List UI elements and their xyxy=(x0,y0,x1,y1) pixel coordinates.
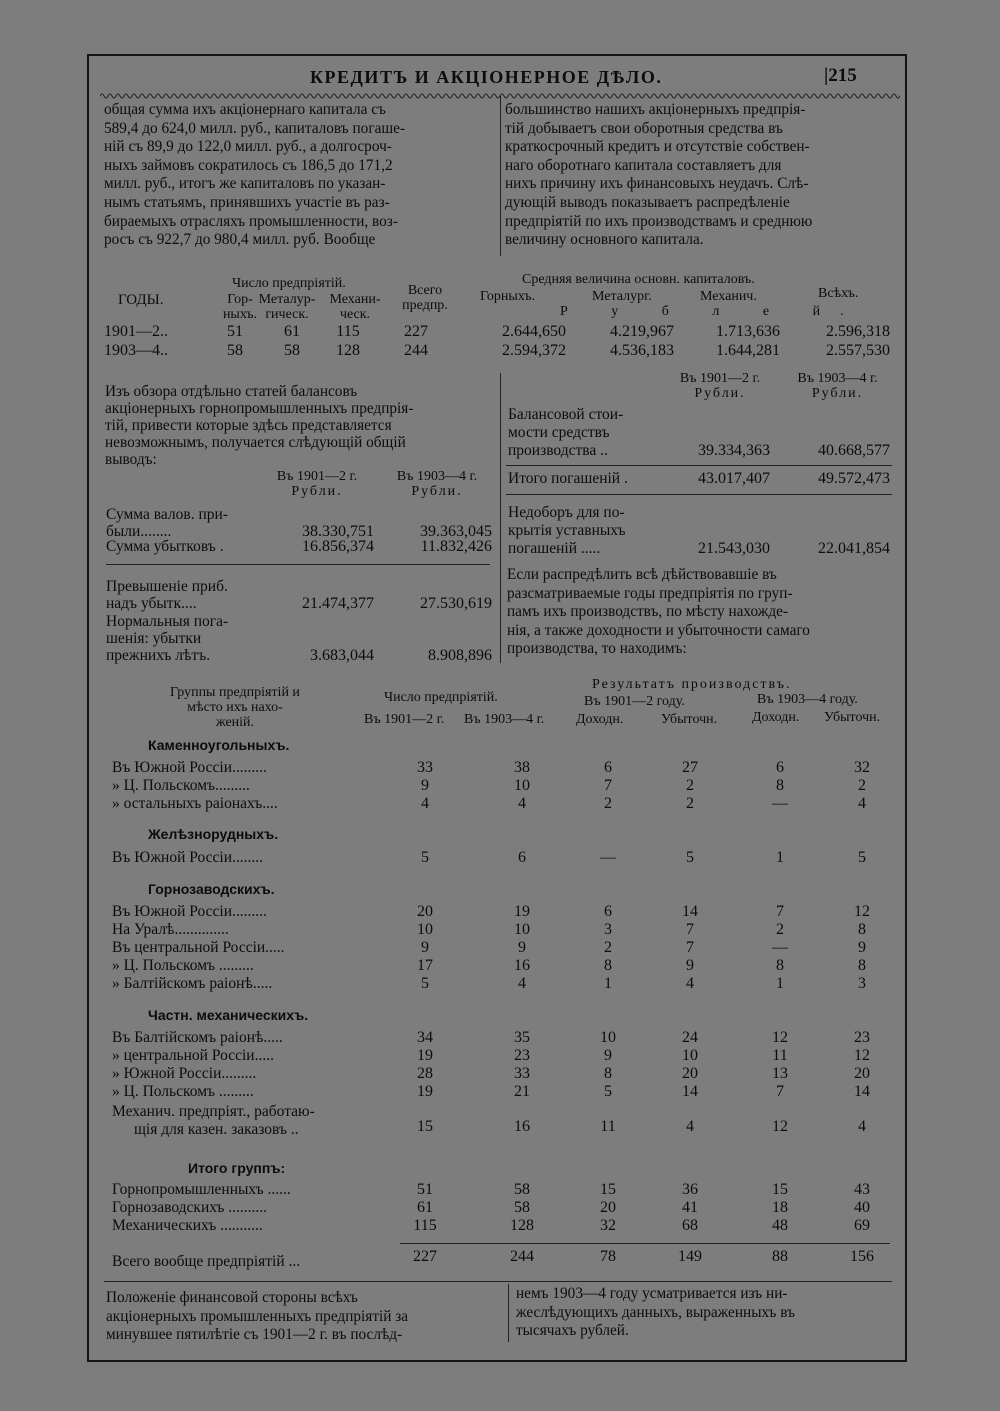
header-rub: Р у б л е й. xyxy=(560,304,864,319)
t2-label: надъ убытк.... xyxy=(106,595,197,612)
t4-row-label: Въ Южной Россіи......... xyxy=(112,759,267,776)
t4-header-doh1: Доходн. xyxy=(576,712,624,727)
t4-row-value: 9 xyxy=(604,1047,612,1064)
t4-row-value: 7 xyxy=(604,777,612,794)
bottom-left-text xyxy=(106,1289,408,1345)
t4-row-value: — xyxy=(772,939,788,956)
t4-total-row-value: 68 xyxy=(682,1217,698,1234)
t3-label: Балансовой стои- xyxy=(508,406,624,423)
t4-row-value: 9 xyxy=(421,939,429,956)
t4-row-value: 2 xyxy=(858,777,866,794)
right-col-line: наго оборотнаго капитала составляетъ для xyxy=(505,156,782,174)
t4-row-value: 4 xyxy=(518,795,526,812)
t1-cell-f: 4.536,183 xyxy=(610,342,674,359)
t4-row-value: 7 xyxy=(776,1083,784,1100)
t1-cell-g: 1.713,636 xyxy=(716,323,780,340)
mid-left-line: Изъ обзора отдѣльно статей балансовъ xyxy=(105,383,358,400)
bottom-rule xyxy=(104,1281,892,1282)
left-col-line: росъ съ 922,7 до 980,4 милл. руб. Вообще xyxy=(104,231,376,249)
t4-row-value: 6 xyxy=(604,903,612,920)
t4-row-value: 21 xyxy=(514,1083,530,1100)
t2-header-1901: Въ 1901—2 г. Рубли. xyxy=(276,469,358,499)
t4-row-value: 5 xyxy=(604,1083,612,1100)
mid-right-text xyxy=(507,566,810,659)
t4-row-label: » Южной Россіи......... xyxy=(112,1065,257,1082)
t4-row-value: 5 xyxy=(421,975,429,992)
t2-value-1903: 11.832,426 xyxy=(420,538,492,555)
right-col-line: большинство нашихъ акціонерныхъ предпрія- xyxy=(505,101,806,118)
t4-total-row-value: 51 xyxy=(417,1181,433,1198)
t2-value-1901: 16.856,374 xyxy=(302,538,374,555)
t4-total-rule xyxy=(400,1243,890,1244)
t4-row-value: 5 xyxy=(858,849,866,866)
t4-grand-label: Всего вообще предпріятій ... xyxy=(112,1253,301,1270)
bottom-left-line: минувшее пятилѣтіе съ 1901—2 г. въ послѣд- xyxy=(106,1326,403,1344)
t4-row-value: 2 xyxy=(604,795,612,812)
t4-header-ub2: Убыточн. xyxy=(824,710,881,725)
t4-row-value: 16 xyxy=(514,957,530,974)
t4-row-value: 13 xyxy=(772,1065,788,1082)
t4-row-value: 2 xyxy=(776,921,784,938)
t4-row-value: 8 xyxy=(858,957,866,974)
t4-row-value: 8 xyxy=(776,777,784,794)
t4-row-value: 33 xyxy=(417,759,433,776)
t4-row-value: 8 xyxy=(858,921,866,938)
t4-row-value: 4 xyxy=(421,795,429,812)
t3-header-1903: Въ 1903—4 г. Рубли. xyxy=(797,371,878,401)
t4-row-value: 8 xyxy=(604,957,612,974)
t4-row-value: 20 xyxy=(854,1065,870,1082)
t3-value-1903: 49.572,473 xyxy=(818,470,890,487)
t4-total-row-label: Механическихъ ........... xyxy=(112,1217,263,1234)
t2-label: прежнихъ лѣтъ. xyxy=(106,647,211,664)
t3-label: Недоборъ для по- xyxy=(508,504,625,521)
t4-row-value: 4 xyxy=(518,975,526,992)
t1-cell-y: 1903—4.. xyxy=(104,342,168,359)
t4-special-value: 16 xyxy=(514,1118,530,1135)
t4-row-value: 1 xyxy=(776,975,784,992)
t4-total-row-value: 58 xyxy=(514,1181,530,1198)
t4-special-value: 12 xyxy=(772,1118,788,1135)
left-col-line: ній съ 89,9 до 122,0 милл. руб., а долгосроч- xyxy=(104,138,392,156)
t1-cell-h: 2.596,318 xyxy=(826,323,890,340)
t4-row-value: 11 xyxy=(772,1047,788,1064)
t4-row-value: 28 xyxy=(417,1065,433,1082)
t4-row-value: 33 xyxy=(514,1065,530,1082)
t4-total-row-value: 40 xyxy=(854,1199,870,1216)
t4-row-value: 34 xyxy=(417,1029,433,1046)
right-col-line: величину основного капитала. xyxy=(505,231,704,249)
t3-value-1903: 40.668,577 xyxy=(818,442,890,459)
t3-value-1901: 39.334,363 xyxy=(698,442,770,459)
t1-cell-a: 51 xyxy=(227,323,243,340)
t4-row-value: 5 xyxy=(686,849,694,866)
t4-row-value: 1 xyxy=(604,975,612,992)
t4-row-value: 8 xyxy=(604,1065,612,1082)
t2-header-1903: Въ 1903—4 г. Рубли. xyxy=(396,469,478,499)
t2-value-1901: 38.330,751 xyxy=(302,523,374,540)
t4-total-row-value: 58 xyxy=(514,1199,530,1216)
t2-value-1903: 8.908,896 xyxy=(428,647,492,664)
mid-left-line: акціонерныхъ горнопромышленныхъ предпрія- xyxy=(105,400,414,417)
left-column-text xyxy=(104,101,496,250)
t4-grand-value: 156 xyxy=(850,1248,874,1265)
t4-header-c1: Въ 1901—2 г. xyxy=(364,712,445,727)
t4-total-row-value: 69 xyxy=(854,1217,870,1234)
t4-grand-value: 149 xyxy=(678,1248,702,1265)
t3-label: погашеній ..... xyxy=(508,540,601,557)
t4-special-value: 11 xyxy=(600,1118,616,1135)
t3-value-1901: 43.017,407 xyxy=(698,470,770,487)
t4-row-value: 35 xyxy=(514,1029,530,1046)
t4-row-value: 9 xyxy=(858,939,866,956)
t1-cell-c: 128 xyxy=(336,342,360,359)
t3-value-1903: 22.041,854 xyxy=(818,540,890,557)
t2-label: Сумма валов. при- xyxy=(106,506,228,523)
t4-row-value: 4 xyxy=(686,975,694,992)
t3-label: крытія уставныхъ xyxy=(508,522,626,539)
t2-value-1903: 27.530,619 xyxy=(420,595,492,612)
t4-row-label: » Ц. Польскомъ ......... xyxy=(112,1083,254,1100)
t4-row-label: » Ц. Польскомъ ......... xyxy=(112,957,254,974)
header-avg: Средняя величина основн. капиталовъ. xyxy=(522,272,755,287)
left-col-line: общая сумма ихъ акціонернаго капитала съ xyxy=(104,101,386,118)
t4-row-value: 3 xyxy=(858,975,866,992)
t2-value-1903: 39.363,045 xyxy=(420,523,492,540)
t4-row-value: 10 xyxy=(417,921,433,938)
t4-header-doh2: Доходн. xyxy=(752,710,800,725)
t4-row-value: 7 xyxy=(686,939,694,956)
t4-row-value: 17 xyxy=(417,957,433,974)
t4-header-count: Число предпріятій. xyxy=(384,690,498,705)
column-divider-2 xyxy=(500,373,501,663)
t4-header-y2: Въ 1903—4 году. xyxy=(757,692,858,707)
t4-total-row-label: Горнопромышленныхъ ...... xyxy=(112,1181,291,1198)
t4-special-value: 4 xyxy=(686,1118,694,1135)
mid-right-line: нія, а также доходности и убыточности самаго xyxy=(507,621,810,639)
header-met: Металур- гическ. xyxy=(258,292,316,322)
t4-row-label: » Балтійскомъ раіонѣ..... xyxy=(112,975,273,992)
t4-row-value: 20 xyxy=(417,903,433,920)
t4-section-title: Горнозаводскихъ. xyxy=(148,881,275,897)
t4-total-row-value: 43 xyxy=(854,1181,870,1198)
t1-cell-e: 2.644,650 xyxy=(502,323,566,340)
t1-cell-f: 4.219,967 xyxy=(610,323,674,340)
t4-section-title: Желѣзнорудныхъ. xyxy=(148,826,279,842)
t4-row-value: 14 xyxy=(854,1083,870,1100)
t4-total-row-value: 20 xyxy=(600,1199,616,1216)
t4-header-results: Результатъ производствъ. xyxy=(592,677,792,692)
t4-row-value: 12 xyxy=(772,1029,788,1046)
t4-header-c2: Въ 1903—4 г. xyxy=(464,712,545,727)
t4-total-row-label: Горнозаводскихъ .......... xyxy=(112,1199,268,1216)
mid-right-line: производства, то находимъ: xyxy=(507,640,687,657)
t2-label: были........ xyxy=(106,523,172,540)
t1-cell-c: 115 xyxy=(336,323,360,340)
t4-row-value: 19 xyxy=(417,1083,433,1100)
t1-cell-a: 58 xyxy=(227,342,243,359)
t4-special-value: 4 xyxy=(858,1118,866,1135)
t4-row-value: 9 xyxy=(686,957,694,974)
t4-grand-value: 88 xyxy=(772,1248,788,1265)
t4-row-label: » центральной Россіи..... xyxy=(112,1047,274,1064)
t4-row-value: 7 xyxy=(686,921,694,938)
t1-cell-e: 2.594,372 xyxy=(502,342,566,359)
t4-row-value: 1 xyxy=(776,849,784,866)
t4-row-value: 7 xyxy=(776,903,784,920)
t4-total-row-value: 32 xyxy=(600,1217,616,1234)
t4-row-value: 10 xyxy=(514,921,530,938)
t4-total-row-value: 61 xyxy=(417,1199,433,1216)
t4-row-value: 9 xyxy=(421,777,429,794)
t1-cell-y: 1901—2.. xyxy=(104,323,168,340)
t4-row-value: 6 xyxy=(776,759,784,776)
t1-cell-d: 244 xyxy=(404,342,428,359)
header-meh: Механи- ческ. xyxy=(329,292,381,322)
t4-row-value: 4 xyxy=(858,795,866,812)
t4-row-value: 38 xyxy=(514,759,530,776)
t4-row-value: 20 xyxy=(682,1065,698,1082)
left-col-line: 589,4 до 624,0 милл. руб., капиталовъ погаше- xyxy=(104,119,406,137)
header-mehan: Механич. xyxy=(700,289,757,304)
header-gor: Гор- ныхъ. xyxy=(222,292,258,322)
t4-total-row-value: 128 xyxy=(510,1217,534,1234)
bottom-right-line: тысячахъ рублей. xyxy=(516,1322,629,1340)
header-all: Всѣхъ. xyxy=(818,286,859,301)
mid-left-line: выводъ: xyxy=(105,451,157,468)
t2-rule xyxy=(106,564,490,565)
bottom-left-line: акціонерныхъ промышленныхъ предпріятій за xyxy=(106,1307,409,1325)
t2-value-1901: 3.683,044 xyxy=(310,647,374,664)
t4-row-value: 10 xyxy=(514,777,530,794)
t1-cell-g: 1.644,281 xyxy=(716,342,780,359)
left-col-line: бираемыхъ отрасляхъ промышленности, воз- xyxy=(104,212,398,230)
right-col-line: краткосрочный кредитъ и отсутствіе собствен- xyxy=(505,138,810,156)
t3-label: мости средствъ xyxy=(508,424,610,441)
t4-row-value: 10 xyxy=(682,1047,698,1064)
t4-total-row-value: 41 xyxy=(682,1199,698,1216)
t1-cell-d: 227 xyxy=(404,323,428,340)
t3-label: производства .. xyxy=(508,442,608,459)
t2-label: Сумма убытковъ . xyxy=(106,538,224,555)
right-col-line: тій добываетъ свои оборотныя средства въ xyxy=(505,119,783,137)
t4-row-value: 14 xyxy=(682,903,698,920)
t4-row-value: 10 xyxy=(600,1029,616,1046)
t4-row-value: 6 xyxy=(518,849,526,866)
left-col-line: милл. руб., итогъ же капиталовъ по указан- xyxy=(104,175,386,193)
t4-section-title: Каменноугольныхъ. xyxy=(148,737,290,753)
t4-row-value: 8 xyxy=(776,957,784,974)
t4-total-row-value: 15 xyxy=(772,1181,788,1198)
header-total: Всего предпр. xyxy=(402,283,448,313)
t4-special-label: щія для казен. заказовъ .. xyxy=(134,1121,299,1138)
t2-label: Нормальныя пога- xyxy=(106,613,229,630)
t4-total-row-value: 18 xyxy=(772,1199,788,1216)
t4-row-label: Въ центральной Россіи..... xyxy=(112,939,285,956)
page-number: |215 xyxy=(824,65,857,86)
right-col-line: дующій выводъ показываетъ распредѣленіе xyxy=(505,193,790,211)
t4-row-value: 2 xyxy=(604,939,612,956)
t4-row-value: 23 xyxy=(514,1047,530,1064)
t4-totals-title: Итого группъ: xyxy=(188,1160,286,1176)
t3-rule-1 xyxy=(506,465,892,466)
t4-total-row-value: 115 xyxy=(413,1217,437,1234)
t4-row-value: 27 xyxy=(682,759,698,776)
mid-right-line: разсматриваемые годы предпріятія по груп- xyxy=(507,584,793,602)
t4-row-value: 9 xyxy=(518,939,526,956)
right-column-text xyxy=(505,101,895,250)
t1-cell-h: 2.557,530 xyxy=(826,342,890,359)
right-col-line: нихъ причину ихъ финансовыхъ неудачъ. Слѣ- xyxy=(505,175,809,193)
bottom-right-line: жеслѣдующихъ данныхъ, выраженныхъ въ xyxy=(516,1303,796,1321)
t4-row-label: На Уралѣ.............. xyxy=(112,921,229,938)
header-metal: Металург. xyxy=(592,289,652,304)
t4-total-row-value: 48 xyxy=(772,1217,788,1234)
column-divider-3 xyxy=(508,1284,509,1342)
t4-header-groups: Группы предпріятій и мѣсто ихъ нахо- женій. xyxy=(170,685,300,730)
t1-cell-b: 61 xyxy=(284,323,300,340)
t4-special-value: 15 xyxy=(417,1118,433,1135)
t2-label: Превышеніе приб. xyxy=(106,578,228,595)
t4-grand-value: 78 xyxy=(600,1248,616,1265)
t4-grand-value: 244 xyxy=(510,1248,534,1265)
t4-total-row-value: 36 xyxy=(682,1181,698,1198)
t4-row-label: » остальныхъ раіонахъ.... xyxy=(112,795,278,812)
t3-rule-2 xyxy=(506,494,892,495)
t4-row-value: 14 xyxy=(682,1083,698,1100)
t4-row-value: — xyxy=(600,849,616,866)
t4-row-value: 23 xyxy=(854,1029,870,1046)
t4-row-value: — xyxy=(772,795,788,812)
t4-row-value: 5 xyxy=(421,849,429,866)
right-col-line: предпріятій по ихъ производствамъ и среднюю xyxy=(505,212,813,230)
t4-row-label: » Ц. Польскомъ......... xyxy=(112,777,250,794)
mid-right-line: памъ ихъ производствъ, по мѣсту нахожде- xyxy=(507,603,789,620)
mid-left-text xyxy=(105,383,413,468)
t2-value-1901: 21.474,377 xyxy=(302,595,374,612)
t4-section-title: Частн. механическихъ. xyxy=(148,1007,309,1023)
bottom-right-text xyxy=(516,1285,795,1341)
t3-value-1901: 21.543,030 xyxy=(698,540,770,557)
t4-row-value: 6 xyxy=(604,759,612,776)
t4-row-value: 2 xyxy=(686,777,694,794)
t3-label: Итого погашеній . xyxy=(508,470,628,487)
bottom-left-line: Положеніе финансовой стороны всѣхъ xyxy=(106,1289,358,1306)
t4-row-value: 19 xyxy=(417,1047,433,1064)
t2-label: шенія: убытки xyxy=(106,630,202,647)
t3-header-1901: Въ 1901—2 г. Рубли. xyxy=(679,371,761,401)
mid-left-line: невозможнымъ, получается слѣдующій общій xyxy=(105,434,406,451)
left-col-line: ныхъ займовъ сократилось съ 186,5 до 171,2 xyxy=(104,156,393,174)
mid-right-line: Если распредѣлить всѣ дѣйствовавшіе въ xyxy=(507,566,777,583)
page-title: КРЕДИТЪ И АКЦІОНЕРНОЕ ДѢЛО. xyxy=(310,67,663,87)
header-gorn: Горныхъ. xyxy=(480,289,535,304)
left-col-line: нымъ статьямъ, принявшихъ участіе въ раз- xyxy=(104,193,390,211)
t1-cell-b: 58 xyxy=(284,342,300,359)
t4-row-value: 32 xyxy=(854,759,870,776)
t4-header-y1: Въ 1901—2 году. xyxy=(584,694,685,709)
t4-special-label: Механич. предпріят., работаю- xyxy=(112,1103,315,1120)
header-count: Число предпріятій. xyxy=(232,276,346,291)
header-years: ГОДЫ. xyxy=(118,292,164,308)
t4-row-label: Въ Балтійскомъ раіонѣ..... xyxy=(112,1029,283,1046)
t4-row-value: 12 xyxy=(854,1047,870,1064)
mid-left-line: тій, привести которые здѣсь представляется xyxy=(105,417,392,434)
bottom-right-line: немъ 1903—4 году усматривается изъ ни- xyxy=(516,1285,788,1302)
t4-row-value: 12 xyxy=(854,903,870,920)
t4-grand-value: 227 xyxy=(413,1248,437,1265)
t4-row-value: 2 xyxy=(686,795,694,812)
t4-row-label: Въ Южной Россіи......... xyxy=(112,903,267,920)
t4-row-value: 19 xyxy=(514,903,530,920)
t4-header-ub1: Убыточн. xyxy=(661,712,718,727)
column-divider xyxy=(500,96,501,256)
t4-row-label: Въ Южной Россіи........ xyxy=(112,849,264,866)
t4-row-value: 3 xyxy=(604,921,612,938)
t4-row-value: 24 xyxy=(682,1029,698,1046)
t4-total-row-value: 15 xyxy=(600,1181,616,1198)
